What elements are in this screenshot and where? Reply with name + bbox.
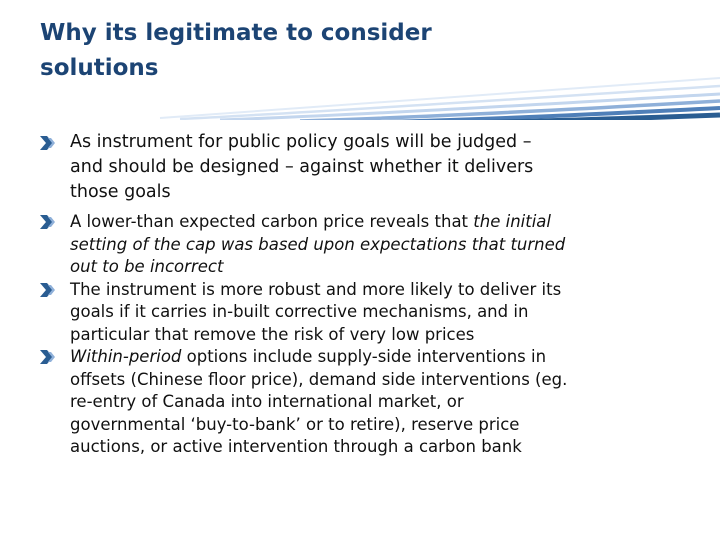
bullet-line: particular that remove the risk of very low prices bbox=[70, 324, 475, 344]
bullet-emphasis: out to be incorrect bbox=[70, 257, 224, 276]
bullet-line: and should be designed – against whether it delivers bbox=[70, 157, 534, 177]
bullet-line bbox=[70, 211, 700, 234]
bullet-item bbox=[40, 130, 700, 205]
slide-title bbox=[40, 16, 640, 86]
title-line: Why its legitimate to consider bbox=[40, 20, 432, 46]
bullet-prefix: A lower-than expected carbon price reveals that bbox=[70, 212, 474, 231]
bullet-rest: options include supply-side interventions in bbox=[181, 347, 547, 366]
title-line: solutions bbox=[40, 55, 159, 81]
bullet-line: governmental ‘buy-to-bank’ or to retire), reserve price bbox=[70, 414, 520, 434]
bullet-line: As instrument for public policy goals will be judged – bbox=[70, 132, 532, 152]
bullet-emphasis: Within-period bbox=[70, 347, 182, 366]
bullet-line: auctions, or active intervention through a carbon bank bbox=[70, 437, 522, 456]
chevron-right-icon bbox=[40, 283, 60, 297]
chevron-right-icon bbox=[40, 215, 60, 229]
bullet-emphasis: setting of the cap was based upon expectations that turned bbox=[70, 234, 566, 254]
bullet-text bbox=[70, 346, 700, 459]
bullet-line: those goals bbox=[70, 182, 171, 202]
bullet-line: re-entry of Canada into international market, or bbox=[70, 392, 464, 411]
bullet-line: The instrument is more robust and more likely to deliver its bbox=[70, 279, 562, 299]
bullet-text bbox=[70, 279, 700, 347]
bullet-line: goals if it carries in-built corrective mechanisms, and in bbox=[70, 302, 529, 321]
bullet-emphasis: the initial bbox=[473, 212, 551, 231]
bullet-text bbox=[70, 130, 700, 205]
chevron-right-icon bbox=[40, 136, 60, 150]
bullet-item bbox=[40, 211, 700, 279]
bullet-line bbox=[70, 346, 700, 369]
bullet-line: offsets (Chinese floor price), demand side interventions (eg. bbox=[70, 369, 568, 389]
bullet-item bbox=[40, 346, 700, 459]
bullet-list bbox=[40, 130, 700, 459]
bullet-text bbox=[70, 211, 700, 279]
chevron-right-icon bbox=[40, 350, 60, 364]
bullet-item bbox=[40, 279, 700, 347]
